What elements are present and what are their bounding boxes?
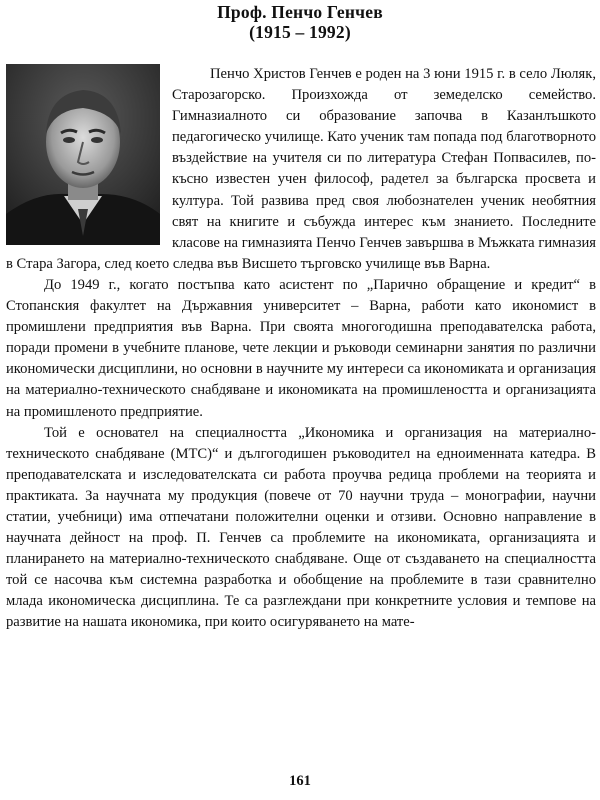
page-number: 161 xyxy=(289,773,311,789)
photo-spacer xyxy=(6,64,172,244)
biography-text xyxy=(6,64,596,634)
paragraph-2: До 1949 г., когато постъпва като асистент по „Парично обращение и кредит“ в Стопанския факултет на Държавния университет – Варна, работи като икономист в промишлени предприятия във Варна. При своята многогодишна преподавателска работа, поради промени в учебните планове, чете лекции и ръководи семинарни занятия по различни икономически дисциплини, но основни в научните му интереси са икономиката и организация на материално-техническото снабдяване и икономиката на промишлеността и организацията на промишленото предприятие. xyxy=(6,276,596,420)
paragraph-3: Той е основател на специалността „Икономика и организация на материално-техническото снабдяване (МТС)“ и дългогодишен ръководител на едноименната катедра. В преподавателската и изследователската си работа проучва редица проблеми на теорията и практиката. За научната му продукция (повече от 70 научни труда – монографии, научни статии, учебници) има отпечатани положителни оценки и отзиви. Основно направление в научната дейност на проф. П. Генчев са проблемите на икономиката, организацията и планирането на материално-техническото снабдяване. Още от създаването на специалността той се насочва към системна разработка и обобщение на проблемите в тази сравнително млада икономическа дисциплина. Те са разглеждани при конкретните условия и темпове на развитие на нашата икономика, при които осигуряването на мате- xyxy=(6,424,596,631)
paragraph-1: Пенчо Христов Генчев е роден на 3 юни 1915 г. в село Люляк, Старозагорско. Произхожда от земеделско семейство. Гимназиалното си образование започва в Казанлъшкото педагогическо училище. Като ученик там попада под благотворното въздействие на учителя си по литература Стефан Попвасилев, по-късно известен учен философ, радетел за българска просвета и култура. Той развива пред своя любознателен ученик необятния свят на книгите и събужда интерес към знанието. Последните класове на гимназията Пенчо Генчев завършва в Мъжката гимназия в Стара Загора, след което следва във Висшето търговско училище във Варна. xyxy=(6,66,596,272)
life-years: (1915 – 1992) xyxy=(249,22,351,42)
page-title: Проф. Пенчо Генчев xyxy=(217,2,383,22)
